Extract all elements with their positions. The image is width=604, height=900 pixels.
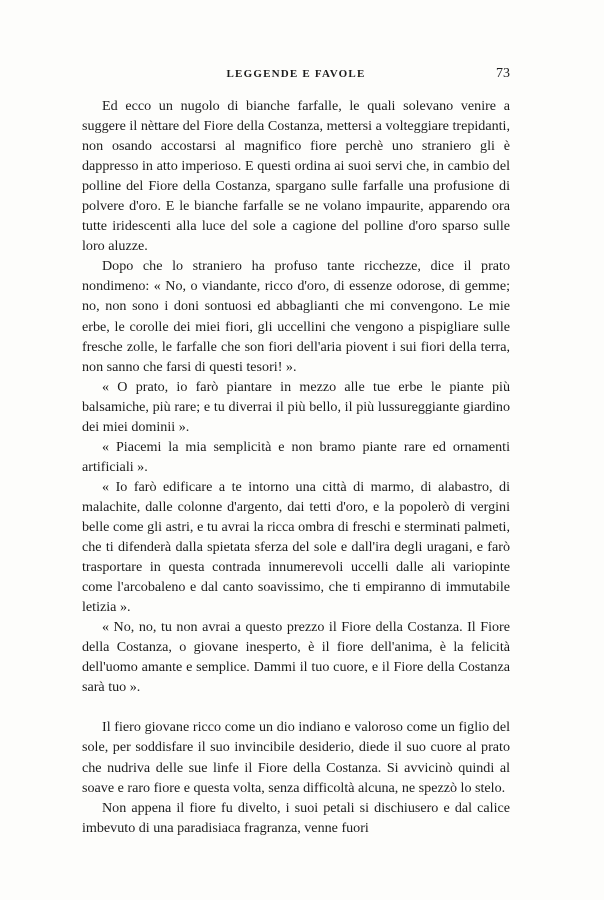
paragraph: Non appena il fiore fu divelto, i suoi petali si dischiusero e dal calice imbevuto di una paradisiaca fragranza, venne fuori [82,799,510,836]
paragraph: « Io farò edificare a te intorno una città di marmo, di alabastro, di malachite, dalle colonne d'argento, dai tetti d'oro, e la popolerò di vergini belle come gli astri, e tu avrai la ricca ombra di freschi e sterminati palmeti, che ti difenderà dalla spietata sferza del sole e dall'ira degli uragani, e farò trasportare in questa contrada innumerevoli uccelli dalle ali variopinte come l'arcobaleno e dal canto soavissimo, che ti empiranno di immutabile letizia ». [82,478,510,616]
paragraph: « Piacemi la mia semplicità e non bramo piante rare ed ornamenti artificiali ». [82,438,510,475]
book-page [82,66,510,838]
body-text [82,96,510,838]
paragraph: Il fiero giovane ricco come un dio indiano e valoroso come un figlio del sole, per soddisfare il suo invincibile desiderio, diede il suo cuore al prato che nudriva delle sue linfe il Fiore della Costanza. Si avvicinò quindi al soave e raro fiore e questa volta, senza difficoltà alcuna, ne spezzò lo stelo. [82,719,510,796]
paragraph: Dopo che lo straniero ha profuso tante ricchezze, dice il prato nondimeno: « No, o viandante, ricco d'oro, di essenze odorose, di gemme; no, non sono i doni sontuosi ed abbaglianti che mi convengono. Le mie erbe, le corolle dei miei fiori, gli uccellini che vengono a pispigliare sulle fresche zolle, le farfalle che son fiori dell'aria piovent i sui fiori della terra, non sanno che farsi di questi tesori! ». [82,258,510,375]
paragraph: « O prato, io farò piantare in mezzo alle tue erbe le piante più balsamiche, più rare; e tu diverrai il più bello, il più lussureggiante giardino dei miei dominii ». [82,378,510,435]
paragraph: Ed ecco un nugolo di bianche farfalle, le quali solevano venire a suggere il nèttare del Fiore della Costanza, mettersi a volteggiare trepidanti, non osando accostarsi al magnifico fiore perchè uno straniero gli è dappresso in atto imperioso. E questi ordina ai suoi servi che, in cambio del polline del Fiore della Costanza, spargano sulle farfalle una profusione di polvere d'oro. E le bianche farfalle se ne volano impaurite, apparendo ora tutte iridescenti alla luce del sole a cagione del polline d'oro sparso sulle loro aluzze. [82,98,510,255]
page-header [82,66,510,88]
running-title: LEGGENDE E FAVOLE [226,68,366,80]
page-number: 73 [496,66,510,81]
paragraph: « No, no, tu non avrai a questo prezzo il Fiore della Costanza. Il Fiore della Costanza, o giovane inesperto, è il fiore dell'anima, è la felicità dell'uomo amante e semplice. Dammi il tuo cuore, e il Fiore della Costanza sarà tuo ». [82,619,510,696]
